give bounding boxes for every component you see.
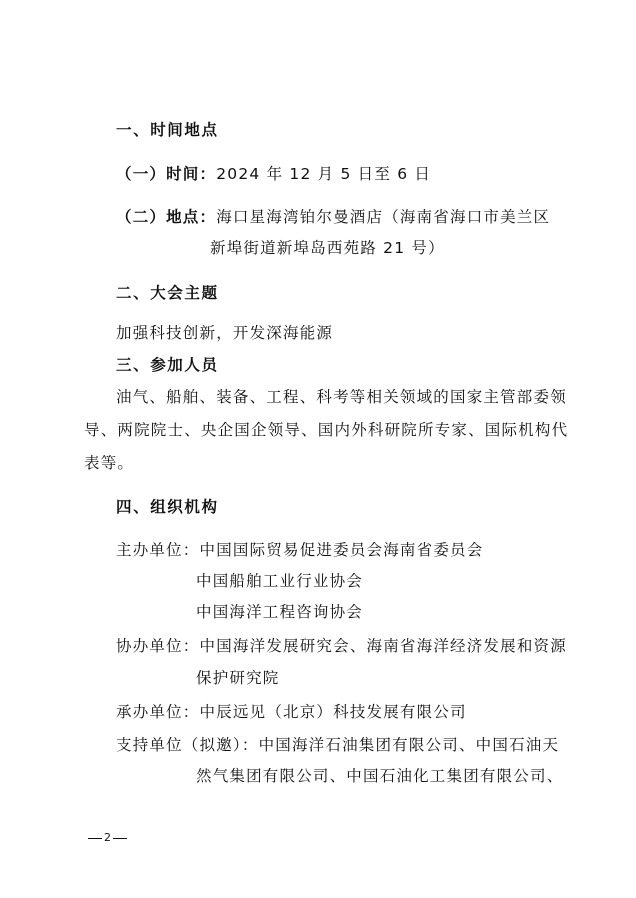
place-row (116, 207, 550, 227)
organizer-value: 中辰远见（北京）科技发展有限公司 (199, 703, 467, 721)
section-heading-theme: 二、大会主题 (116, 284, 219, 302)
support-row (116, 735, 559, 755)
section-heading-participants: 三、参加人员 (116, 356, 219, 374)
section-heading-time-place: 一、时间地点 (116, 121, 219, 139)
host-line2: 中国船舶工业行业协会 (196, 572, 364, 590)
host-line3: 中国海洋工程咨询协会 (196, 603, 364, 621)
organizer-label: 承办单位： (116, 703, 200, 721)
host-line1: 中国国际贸易促进委员会海南省委员会 (199, 541, 484, 559)
support-line1: 中国海洋石油集团有限公司、中国石油天 (258, 736, 560, 754)
page-dash-right (113, 838, 127, 839)
time-row (116, 164, 431, 184)
page-number (86, 831, 129, 845)
co-host-line2: 保护研究院 (196, 669, 280, 687)
participants-line3: 表等。 (84, 454, 135, 472)
page-dash-left (88, 838, 102, 839)
theme-text: 加强科技创新，开发深海能源 (116, 324, 334, 342)
place-value-line2: 新埠街道新埠岛西苑路 21 号） (210, 239, 445, 257)
place-label: （二）地点： (116, 208, 217, 226)
host-row (116, 540, 483, 560)
co-host-label: 协办单位： (116, 637, 200, 655)
page-number-value: 2 (104, 831, 111, 844)
co-host-row (116, 636, 567, 656)
participants-line2: 导、两院院士、央企国企领导、国内外科研院所专家、国际机构代 (84, 421, 569, 439)
support-line2: 然气集团有限公司、中国石油化工集团有限公司、 (196, 767, 564, 785)
time-label: （一）时间： (116, 165, 217, 183)
host-label: 主办单位： (116, 541, 200, 559)
place-value-line1: 海口星海湾铂尔曼酒店（海南省海口市美兰区 (216, 208, 551, 226)
section-heading-organization: 四、组织机构 (116, 498, 219, 516)
organizer-row (116, 702, 467, 722)
time-value: 2024 年 12 月 5 日至 6 日 (216, 165, 432, 183)
participants-line1: 油气、船舶、装备、工程、科考等相关领域的国家主管部委领 (116, 388, 567, 406)
support-label: 支持单位（拟邀）： (116, 736, 259, 754)
co-host-line1: 中国海洋发展研究会、海南省海洋经济发展和资源 (199, 637, 567, 655)
